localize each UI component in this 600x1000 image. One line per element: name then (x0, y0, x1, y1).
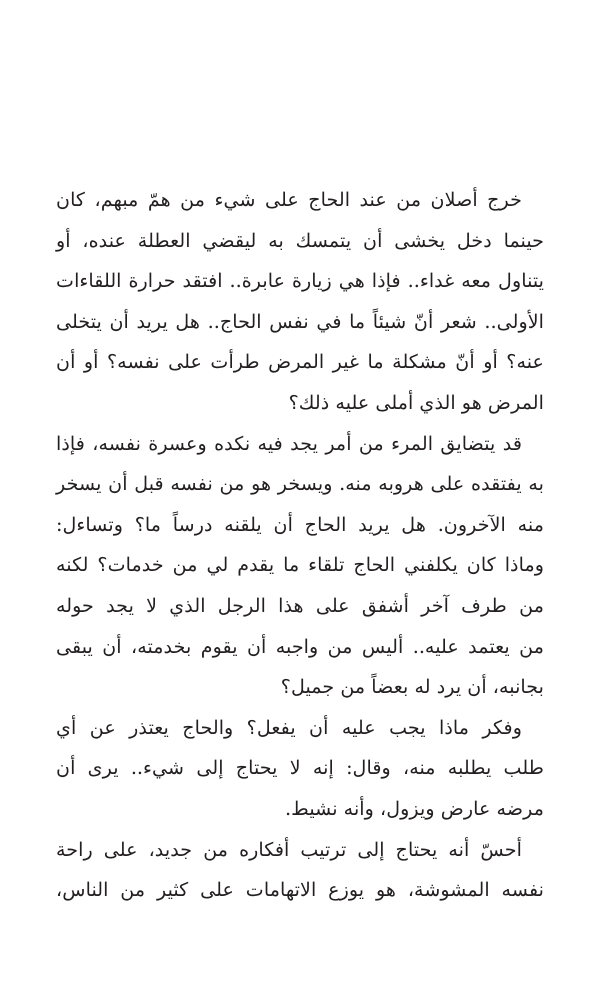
text-line: قد يتضايق المرء من أمر يجد فيه نكده وعسرة نفسه، فإذا (56, 431, 522, 455)
text-line: مرضه عارض ويزول، وأنه نشيط. (285, 796, 544, 820)
text-line: وفكر ماذا يجب عليه أن يفعل؟ والحاج يعتذر عن أي (56, 715, 522, 739)
text-line: به يفتقده على هروبه منه. ويسخر هو من نفسه قبل أن يسخر (56, 472, 544, 496)
paragraph-1 (56, 180, 544, 424)
text-line: حينما دخل يخشى أن يتمسك به ليقضي العطلة عنده، أو (56, 228, 544, 252)
paragraph-4 (56, 830, 544, 911)
text-line: من طرف آخر أشفق على هذا الرجل الذي لا يجد حوله (56, 593, 544, 617)
text-line: منه الآخرون. هل يريد الحاج أن يلقنه درساً ما؟ وتساءل: (56, 512, 544, 536)
page-body (56, 180, 544, 911)
text-line: يتناول معه غداء.. فإذا هي زيارة عابرة.. افتقد حرارة اللقاءات (56, 269, 544, 293)
text-line: طلب يطلبه منه، وقال: إنه لا يحتاج إلى شيء.. يرى أن (56, 756, 544, 780)
text-line: خرج أصلان من عند الحاج على شيء من همّ مبهم، كان (56, 188, 522, 211)
text-line: وماذا كان يكلفني الحاج تلقاء ما يقدم لي من خدمات؟ لكنه (56, 553, 544, 577)
text-line: أحسّ أنه يحتاج إلى ترتيب أفكاره من جديد، على راحة (56, 837, 522, 861)
text-line: من يعتمد عليه.. أليس من واجبه أن يقوم بخدمته، أن يبقى (56, 634, 544, 658)
text-line: المرض هو الذي أملى عليه ذلك؟ (288, 390, 544, 414)
text-line: عنه؟ أو أنّ مشكلة ما غير المرض طرأت على نفسه؟ أو أن (56, 350, 544, 374)
paragraph-2 (56, 424, 544, 708)
paragraph-3 (56, 708, 544, 830)
text-line: بجانبه، أن يرد له بعضاً من جميل؟ (280, 675, 544, 699)
text-line: الأولى.. شعر أنّ شيئاً ما في نفس الحاج.. هل يريد أن يتخلى (56, 309, 544, 333)
text-line: نفسه المشوشة، هو يوزع الاتهامات على كثير من الناس، (56, 878, 544, 902)
